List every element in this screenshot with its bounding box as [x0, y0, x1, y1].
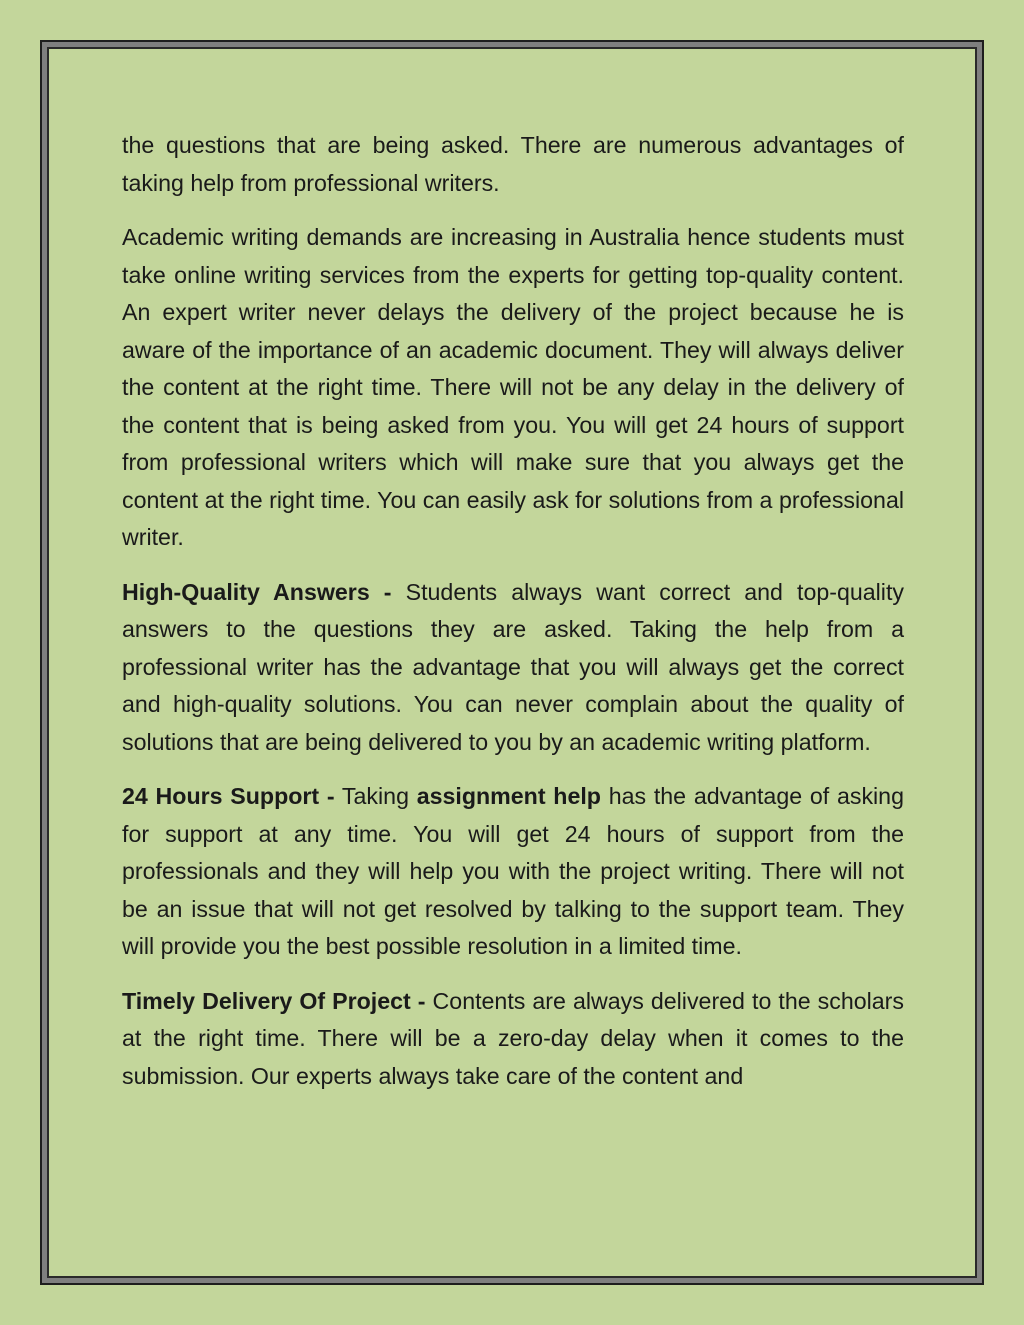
paragraph-academic-writing — [122, 219, 904, 557]
paragraph-24-hours-support — [122, 778, 904, 966]
assignment-help-link[interactable]: assignment help — [416, 783, 601, 809]
paragraph-text: Students always want correct and top-quality answers to the questions they are asked. Taking the help from a professional writer has the advantage that you will always get the correct and high-quality solutions. You can never complain about the quality of solutions that are being delivered to you by an academic writing platform. — [122, 578, 904, 755]
document-body — [122, 127, 904, 1112]
paragraph-timely-delivery — [122, 983, 904, 1096]
section-heading: High-Quality Answers - — [122, 578, 392, 605]
paragraph-high-quality-answers — [122, 574, 904, 762]
paragraph-text: the questions that are being asked. There are numerous advantages of taking help from professional writers. — [122, 132, 904, 196]
paragraph-text: Taking — [334, 783, 417, 809]
paragraph-text: Contents are always delivered to the scholars at the right time. There will be a zero-day delay when it comes to the submission. Our experts always take care of the content and — [122, 987, 904, 1089]
paragraph-text: Academic writing demands are increasing in Australia hence students must take online writing services from the experts for getting top-quality content. An expert writer never delays the delivery of the project because he is aware of the importance of an academic document. They will always deliver the content at the right time. There will not be any delay in the delivery of the content that is being asked from you. You will get 24 hours of support from professional writers which will make sure that you always get the content at the right time. You can easily ask for solutions from a professional writer. — [122, 224, 904, 550]
paragraph-intro-continuation — [122, 127, 904, 202]
paragraph-text: has the advantage of asking for support at any time. You will get 24 hours of support from the professionals and they will help you with the project writing. There will not be an issue that will not get resolved by talking to the support team. They will provide you the best possible resolution in a limited time. — [122, 783, 904, 959]
section-heading: 24 Hours Support - — [122, 783, 335, 809]
section-heading: Timely Delivery Of Project - — [122, 987, 426, 1014]
page-border-inner — [47, 47, 977, 1278]
page-border-outer — [40, 40, 984, 1285]
